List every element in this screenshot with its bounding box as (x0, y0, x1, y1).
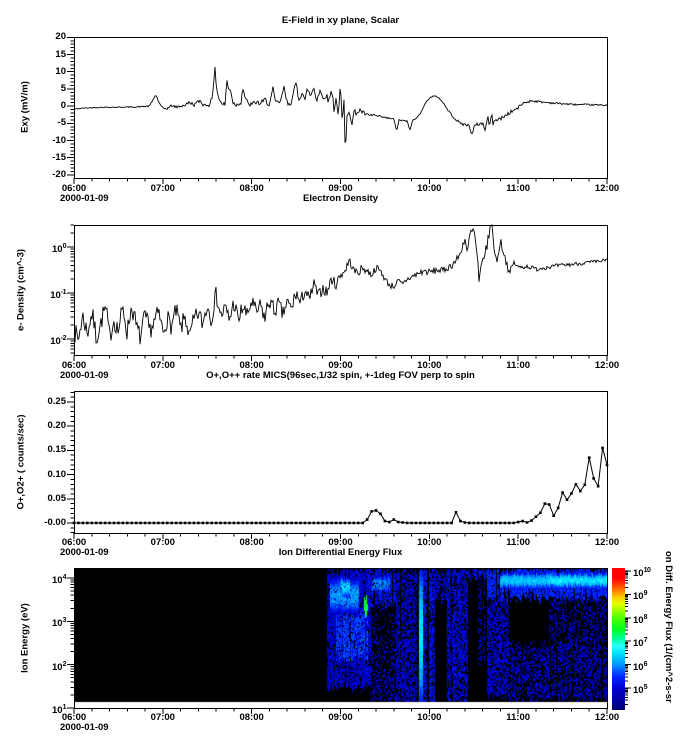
x-tick-label: 12:00 (594, 537, 620, 548)
spectrogram-canvas (74, 568, 607, 708)
x-tick-label: 08:00 (239, 183, 264, 194)
x-tick-label: 06:00 (61, 712, 87, 723)
x-tick-label: 09:00 (328, 712, 353, 723)
panel3-ylabel: O+,O2+ ( counts/sec) (15, 414, 27, 510)
panel4-title: Ion Differential Energy Flux (278, 547, 403, 558)
x-tick-label: 09:00 (328, 183, 353, 194)
x-tick-label: 07:00 (150, 360, 175, 371)
x-tick-label: 11:00 (506, 183, 531, 194)
y-tick-label: $10^0$ (52, 242, 66, 256)
x-tick-label: 08:00 (239, 712, 264, 723)
panel4-date-label: 2000-01-09 (60, 722, 109, 733)
colorbar-tick-label: $10^8$ (633, 613, 647, 626)
x-tick-label: 11:00 (506, 537, 531, 548)
colorbar-tick-label: $10^9$ (633, 590, 647, 603)
x-tick-label: 12:00 (594, 712, 620, 723)
panel1-ylabel: Exy (mV/m) (19, 81, 31, 133)
y-tick-label: 10 (55, 65, 66, 77)
y-tick-label: $10^1$ (52, 704, 66, 717)
y-tick-label: 0.15 (47, 444, 66, 456)
y-tick-label: -0.00 (44, 516, 66, 528)
y-tick-label: 0.20 (47, 420, 66, 432)
y-tick-label: 15 (55, 48, 66, 60)
y-tick-label: 0.10 (47, 468, 66, 480)
y-tick-label: $10^{-2}$ (50, 334, 66, 348)
x-tick-label: 06:00 (61, 360, 87, 371)
x-tick-label: 06:00 (61, 183, 87, 194)
x-tick-label: 12:00 (594, 183, 620, 194)
x-tick-label: 08:00 (239, 360, 264, 371)
y-tick-label: -20 (52, 168, 66, 180)
panel1-title: E-Field in xy plane, Scalar (281, 15, 400, 26)
x-tick-label: 10:00 (417, 360, 442, 371)
panel2-date-label: 2000-01-09 (60, 370, 109, 381)
x-tick-label: 09:00 (328, 360, 353, 371)
x-tick-label: 09:00 (328, 537, 353, 548)
x-tick-label: 11:00 (506, 712, 531, 723)
y-tick-label: -10 (52, 134, 66, 146)
panel1-date-label: 2000-01-09 (60, 193, 109, 204)
x-tick-label: 12:00 (594, 360, 620, 371)
x-tick-label: 07:00 (150, 537, 175, 548)
colorbar-label: on Diff. Energy Flux (1/(cm^2-s-sr (663, 551, 674, 703)
panel3-date-label: 2000-01-09 (60, 547, 109, 558)
panel3-title: O+,O++ rate MICS(96sec,1/32 spin, +-1deg FOV perp to spin (206, 370, 475, 381)
y-tick-label: 20 (55, 31, 66, 43)
y-tick-label: 0.05 (47, 492, 66, 504)
y-tick-label: $10^3$ (52, 617, 66, 630)
y-tick-label: $10^{-1}$ (50, 288, 66, 302)
x-tick-label: 07:00 (150, 183, 175, 194)
panel2-title: Electron Density (303, 193, 378, 204)
y-tick-label: $10^4$ (52, 574, 66, 587)
colorbar-tick-label: $10^7$ (633, 637, 647, 650)
y-tick-label: $10^2$ (52, 660, 66, 673)
y-tick-label: 0 (60, 100, 66, 112)
colorbar-gradient (612, 568, 625, 710)
x-tick-label: 11:00 (506, 360, 531, 371)
x-tick-label: 08:00 (239, 537, 264, 548)
y-tick-label: 5 (60, 82, 66, 94)
panel4-ylabel: Ion Energy (eV) (19, 603, 31, 673)
colorbar-tick-label: $10^5$ (633, 684, 647, 697)
x-tick-label: 06:00 (61, 537, 87, 548)
x-tick-label: 10:00 (417, 183, 442, 194)
y-tick-label: -15 (52, 151, 66, 163)
x-tick-label: 10:00 (417, 537, 442, 548)
y-tick-label: -5 (57, 117, 66, 129)
x-tick-label: 10:00 (417, 712, 442, 723)
colorbar-tick-label: $10^6$ (633, 660, 647, 673)
y-tick-label: 0.25 (47, 395, 66, 407)
colorbar-tick-label: $10^{10}$ (633, 567, 651, 580)
x-tick-label: 07:00 (150, 712, 175, 723)
panel2-ylabel: e- Density (cm^-3) (15, 248, 27, 332)
